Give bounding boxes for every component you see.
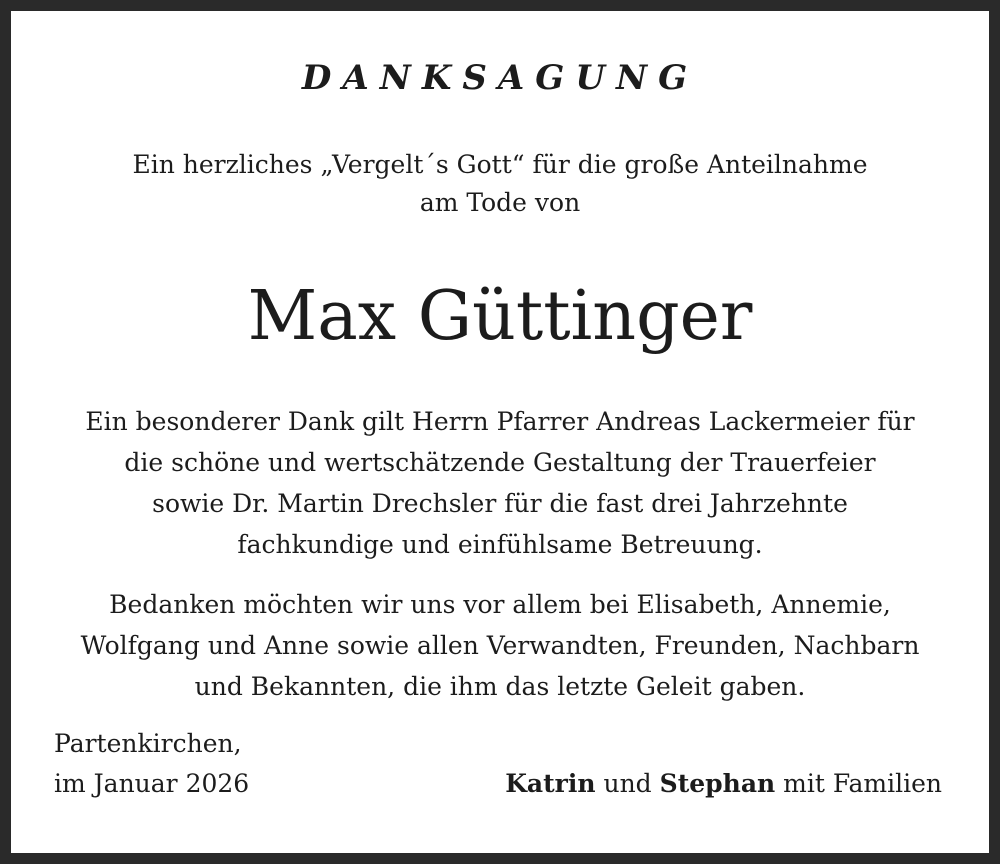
signature xyxy=(505,764,942,804)
place-line: Partenkirchen, xyxy=(54,729,242,758)
paragraph-line: fachkundige und einfühlsame Betreuung. xyxy=(237,530,763,559)
paragraph-line: sowie Dr. Martin Drechsler für die fast drei Jahrzehnte xyxy=(152,489,848,518)
thanks-paragraph-clergy-doctor xyxy=(0,401,1000,565)
signature-name-katrin: Katrin xyxy=(505,769,596,798)
deceased-name: Max Güttinger xyxy=(247,277,753,356)
signature-suffix: mit Familien xyxy=(783,769,942,798)
date-line: im Januar 2026 xyxy=(54,769,250,798)
place-date xyxy=(54,724,249,804)
paragraph-line: die schöne und wertschätzende Gestaltung der Trauerfeier xyxy=(124,448,876,477)
intro-text xyxy=(0,146,1000,222)
paragraph-line: Bedanken möchten wir uns vor allem bei Elisabeth, Annemie, xyxy=(109,590,891,619)
notice-title: DANKSAGUNG xyxy=(301,58,699,98)
intro-line: Ein herzliches „Vergelt´s Gott“ für die große Anteilnahme xyxy=(132,150,868,179)
paragraph-line: Ein besonderer Dank gilt Herrn Pfarrer Andreas Lackermeier für xyxy=(85,407,915,436)
paragraph-line: und Bekannten, die ihm das letzte Geleit gaben. xyxy=(194,672,806,701)
paragraph-line: Wolfgang und Anne sowie allen Verwandten, Freunden, Nachbarn xyxy=(80,631,920,660)
intro-line: am Tode von xyxy=(419,188,581,217)
signature-name-stephan: Stephan xyxy=(659,769,776,798)
thanks-paragraph-family-friends xyxy=(0,584,1000,707)
signature-connector: und xyxy=(603,769,652,798)
